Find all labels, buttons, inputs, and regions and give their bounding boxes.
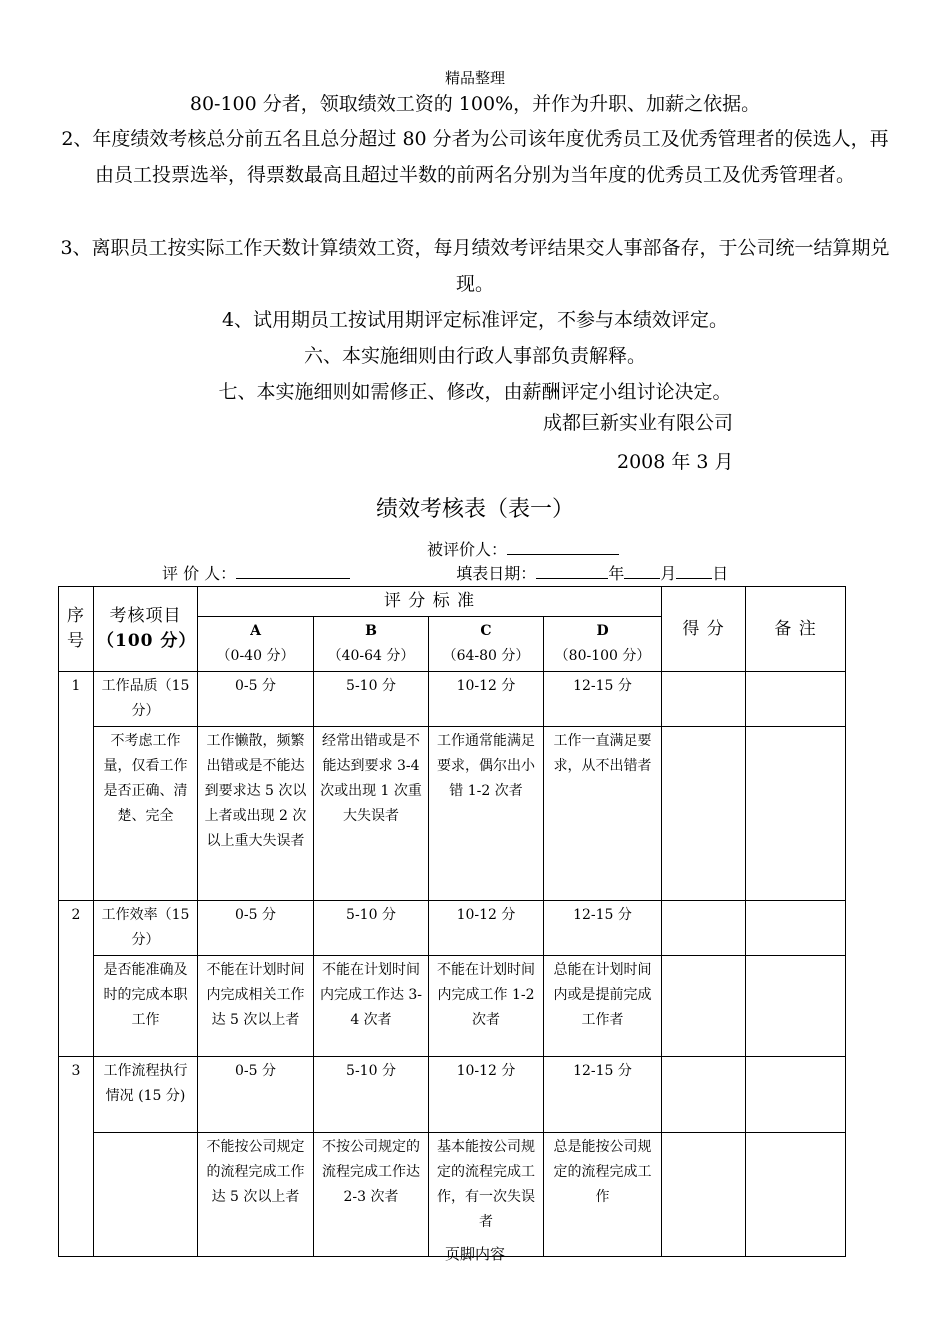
row-item: 工作流程执行情况 (15 分) (94, 1057, 198, 1133)
row-description (94, 1133, 198, 1257)
evaluatee-line (427, 537, 619, 560)
evaluatee-blank[interactable] (507, 538, 619, 555)
criteria-a: 不能按公司规定的流程完成工作达 5 次以上者 (198, 1133, 314, 1257)
score-range-b: 5-10 分 (314, 901, 429, 956)
table-title: 绩效考核表（表一） (375, 497, 574, 522)
score-range-d: 12-15 分 (544, 1057, 662, 1133)
row-description: 是否能准确及时的完成本职工作 (94, 956, 198, 1057)
document-date: 2008 年 3 月 (617, 451, 734, 473)
remark-cell[interactable] (746, 956, 846, 1057)
score-cell[interactable] (662, 1057, 746, 1133)
company-name: 成都巨新实业有限公司 (543, 412, 734, 434)
score-cell[interactable] (662, 672, 746, 727)
criteria-d: 总能在计划时间内或是提前完成工作者 (544, 956, 662, 1057)
grade-b: B （40-64 分） (314, 617, 429, 672)
header-no: 序号 (59, 587, 94, 672)
day-label: 日 (712, 564, 729, 583)
criteria-a: 不能在计划时间内完成相关工作达 5 次以上者 (198, 956, 314, 1057)
row-no: 1 (59, 672, 94, 901)
paragraph-1: 80-100 分者，领取绩效工资的 100%，并作为升职、加薪之依据。 (189, 93, 761, 115)
score-range-d: 12-15 分 (544, 672, 662, 727)
header-item (94, 587, 198, 672)
table-row (59, 1133, 846, 1257)
score-range-a: 0-5 分 (198, 1057, 314, 1133)
table-row (59, 1057, 846, 1133)
fill-date-label: 填表日期： (456, 564, 537, 583)
row-no: 2 (59, 901, 94, 1057)
score-cell[interactable] (662, 901, 746, 956)
year-blank[interactable] (536, 562, 608, 579)
remark-cell[interactable] (746, 672, 846, 727)
paragraph-3: 3、离职员工按实际工作天数计算绩效工资，每月绩效考评结果交人事部备存，于公司统一结算期兑现。 (60, 237, 890, 295)
score-range-a: 0-5 分 (198, 672, 314, 727)
score-cell[interactable] (662, 1133, 746, 1257)
month-label: 月 (660, 564, 677, 583)
paragraph-4: 4、试用期员工按试用期评定标准评定，不参与本绩效评定。 (221, 309, 729, 331)
table-row (59, 956, 846, 1057)
header-item-score: （100 分） (97, 631, 197, 651)
criteria-b: 经常出错或是不能达到要求 3-4 次或出现 1 次重大失误者 (314, 727, 429, 901)
remark-cell[interactable] (746, 901, 846, 956)
criteria-d: 工作一直满足要求，从不出错者 (544, 727, 662, 901)
criteria-b: 不能在计划时间内完成工作达 3-4 次者 (314, 956, 429, 1057)
remark-cell[interactable] (746, 727, 846, 901)
page-footer: 页脚内容 (444, 1245, 505, 1263)
criteria-c: 不能在计划时间内完成工作 1-2 次者 (429, 956, 544, 1057)
table-row (59, 727, 846, 901)
score-range-c: 10-12 分 (429, 1057, 544, 1133)
score-range-b: 5-10 分 (314, 672, 429, 727)
remark-cell[interactable] (746, 1133, 846, 1257)
paragraph-2: 2、年度绩效考核总分前五名且总分超过 80 分者为公司该年度优秀员工及优秀管理者的侯选人，再由员工投票选举，得票数最高且超过半数的前两名分别为当年度的优秀员工及优秀管理者。 (61, 128, 889, 186)
score-cell[interactable] (662, 727, 746, 901)
paragraph-6: 七、本实施细则如需修正、修改，由薪酬评定小组讨论决定。 (218, 381, 732, 403)
row-description: 不考虑工作量，仅看工作是否正确、清楚、完全 (94, 727, 198, 901)
criteria-c: 工作通常能满足要求，偶尔出小错 1-2 次者 (429, 727, 544, 901)
evaluator-line (162, 561, 802, 584)
grade-c: C （64-80 分） (429, 617, 544, 672)
score-range-b: 5-10 分 (314, 1057, 429, 1133)
grade-a: A （0-40 分） (198, 617, 314, 672)
evaluator-blank[interactable] (236, 562, 350, 579)
evaluatee-label: 被评价人： (427, 540, 508, 559)
criteria-a: 工作懒散，频繁出错或是不能达到要求达 5 次以上者或出现 2 次以上重大失误者 (198, 727, 314, 901)
header-remark: 备 注 (746, 587, 846, 672)
row-no: 3 (59, 1057, 94, 1257)
criteria-d: 总是能按公司规定的流程完成工作 (544, 1133, 662, 1257)
day-blank[interactable] (676, 562, 712, 579)
grade-d: D （80-100 分） (544, 617, 662, 672)
criteria-b: 不按公司规定的流程完成工作达 2-3 次者 (314, 1133, 429, 1257)
evaluator-label: 评 价 人： (162, 564, 237, 583)
row-item: 工作效率（15 分） (94, 901, 198, 956)
remark-cell[interactable] (746, 1057, 846, 1133)
performance-table (58, 586, 846, 1257)
header-score: 得 分 (662, 587, 746, 672)
score-range-d: 12-15 分 (544, 901, 662, 956)
year-label: 年 (608, 564, 625, 583)
table-row (59, 672, 846, 727)
month-blank[interactable] (624, 562, 660, 579)
paragraph-5: 六、本实施细则由行政人事部负责解释。 (303, 345, 646, 367)
header-item-label: 考核项目 (109, 606, 182, 626)
header-standard: 评 分 标 准 (198, 587, 662, 617)
table-row (59, 901, 846, 956)
score-range-a: 0-5 分 (198, 901, 314, 956)
page-header: 精品整理 (444, 69, 505, 87)
criteria-c: 基本能按公司规定的流程完成工作，有一次失误者 (429, 1133, 544, 1257)
score-range-c: 10-12 分 (429, 901, 544, 956)
row-item: 工作品质（15 分） (94, 672, 198, 727)
score-cell[interactable] (662, 956, 746, 1057)
score-range-c: 10-12 分 (429, 672, 544, 727)
